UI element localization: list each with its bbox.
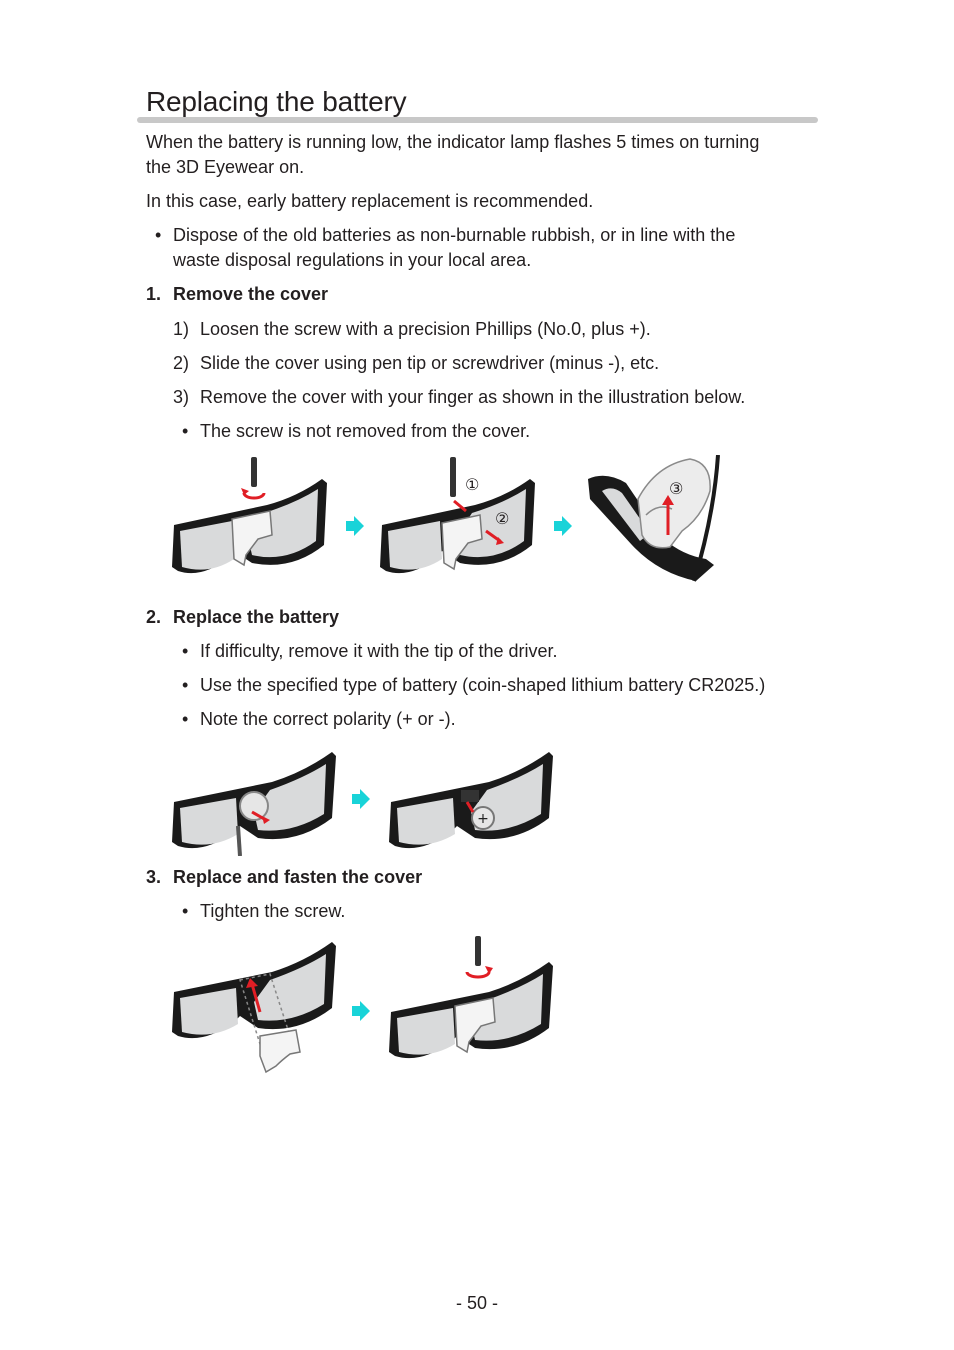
callout-3: ③ (669, 481, 684, 498)
bullet: • (182, 709, 189, 729)
substep-text: Loosen the screw with a precision Phillips (No.0, plus +). (200, 319, 651, 339)
step-number: 3. (146, 867, 162, 887)
page-title: Replacing the battery (146, 86, 407, 117)
next-arrow-icon (352, 789, 370, 809)
note-text: Tighten the screw. (200, 901, 346, 921)
next-arrow-icon (346, 516, 364, 536)
intro-text: the 3D Eyewear on. (146, 157, 305, 177)
remove-cover-illustration-1 (172, 455, 328, 585)
step-heading: Remove the cover (173, 284, 329, 304)
substep-text: Slide the cover using pen tip or screwdriver (minus -), etc. (200, 353, 660, 373)
remove-cover-illustration-2 (380, 455, 536, 585)
substep-text: Remove the cover with your finger as shown in the illustration below. (200, 387, 746, 407)
step-number: 1. (146, 284, 162, 304)
callout-2: ② (495, 511, 510, 528)
svg-text:+: + (477, 811, 489, 827)
fasten-cover-illustration-2 (389, 936, 553, 1074)
replace-battery-illustration-1 (172, 746, 336, 856)
callout-1: ① (465, 477, 480, 494)
page-number: - 50 - (455, 1293, 498, 1313)
remove-cover-illustration-3 (586, 455, 732, 585)
next-arrow-icon (554, 516, 572, 536)
fasten-cover-illustration-1 (172, 936, 336, 1074)
step-number: 2. (146, 607, 162, 627)
note-text: Note the correct polarity (+ or -). (200, 709, 456, 729)
bullet: • (182, 641, 189, 661)
substep-number: 3) (173, 387, 190, 407)
substep-number: 1) (173, 319, 190, 339)
intro-text: When the battery is running low, the indicator lamp flashes 5 times on turning (146, 132, 760, 152)
note-text: The screw is not removed from the cover. (200, 421, 531, 441)
note-text: Use the specified type of battery (coin-shaped lithium battery CR2025.) (200, 675, 766, 695)
step-heading: Replace and fasten the cover (173, 867, 423, 887)
bullet: • (155, 225, 162, 245)
bullet: • (182, 901, 189, 921)
disposal-note: waste disposal regulations in your local area. (173, 250, 532, 270)
bullet: • (182, 421, 189, 441)
note-text: If difficulty, remove it with the tip of the driver. (200, 641, 558, 661)
replace-battery-illustration-2 (389, 746, 553, 856)
bullet: • (182, 675, 189, 695)
disposal-note: Dispose of the old batteries as non-burnable rubbish, or in line with the (173, 225, 736, 245)
title-underline (137, 117, 818, 123)
substep-number: 2) (173, 353, 190, 373)
next-arrow-icon (352, 1001, 370, 1021)
step-heading: Replace the battery (173, 607, 340, 627)
intro-text: In this case, early battery replacement is recommended. (146, 191, 594, 211)
